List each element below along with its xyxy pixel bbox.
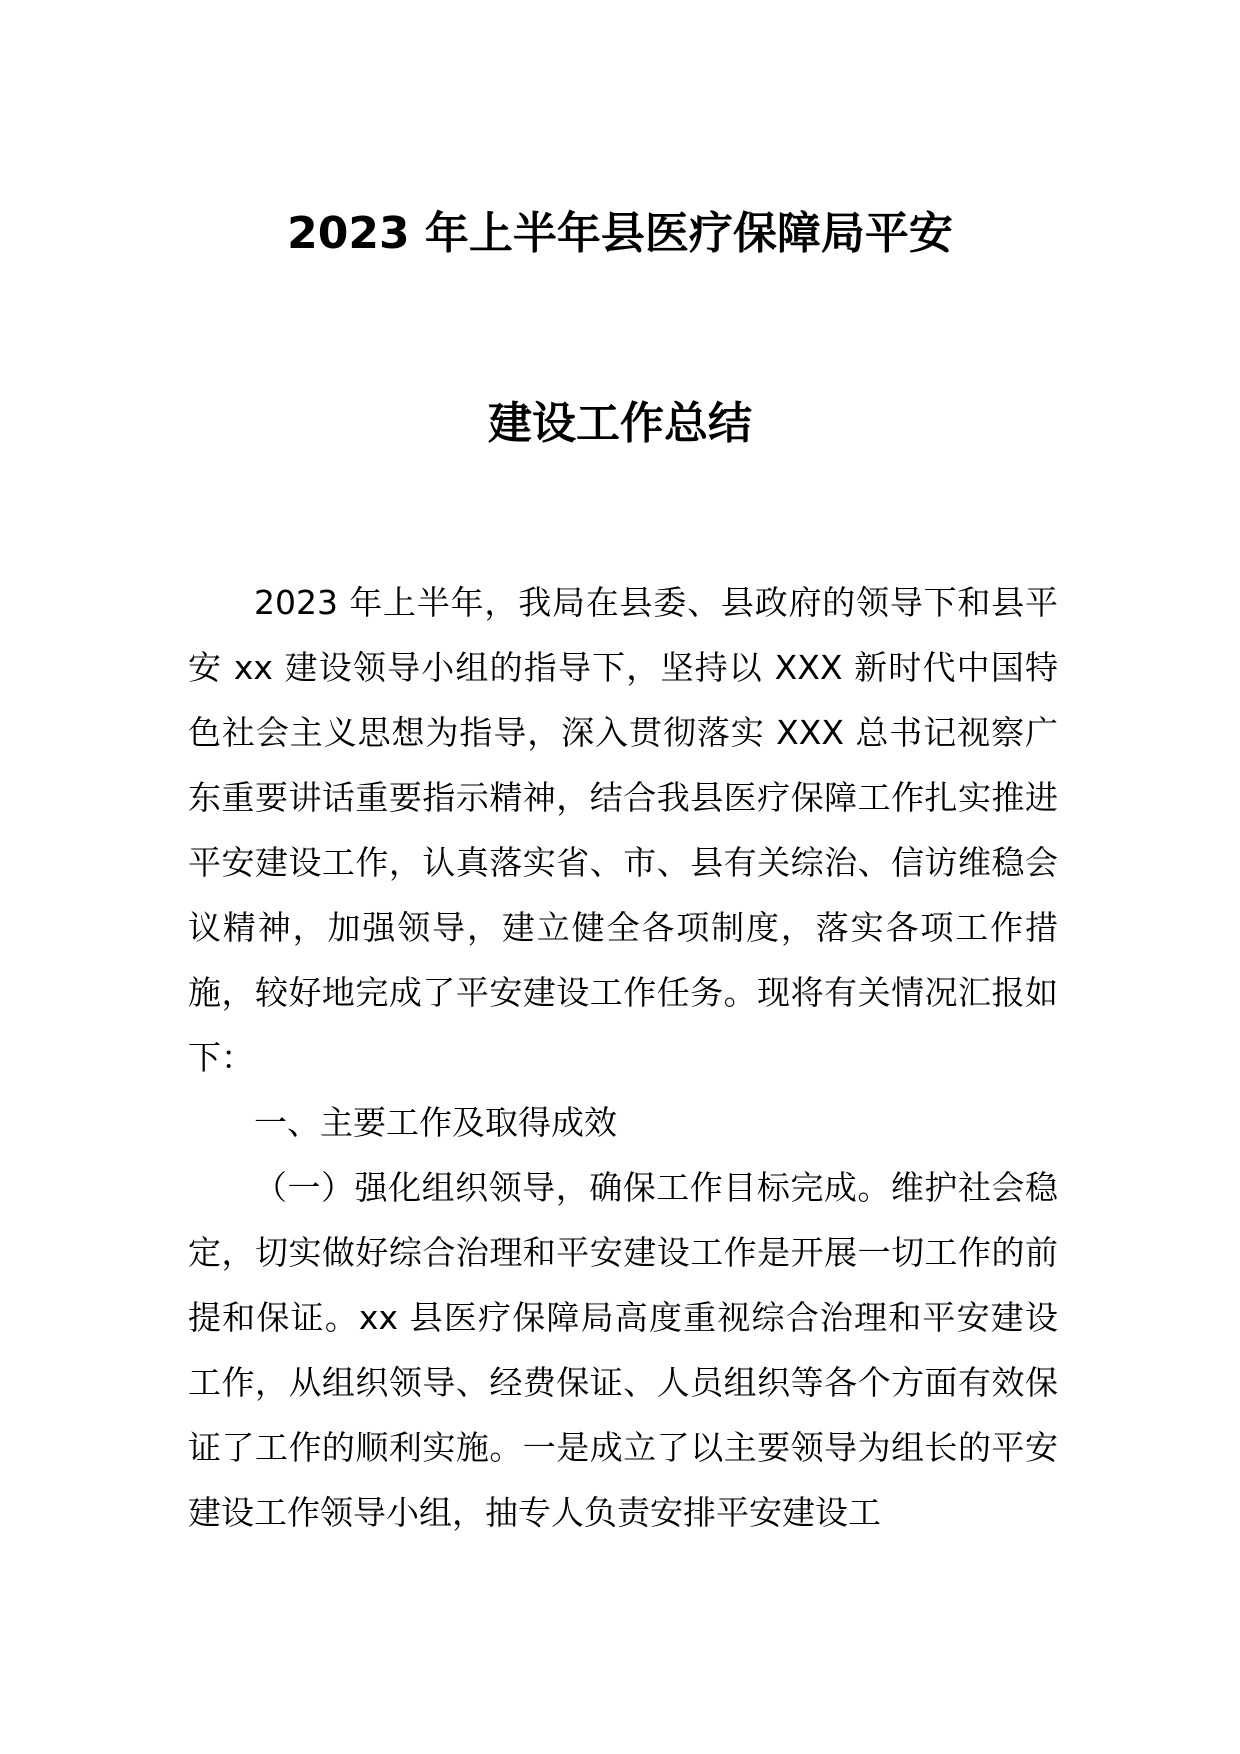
document-body (188, 570, 1058, 1545)
document-title-line-2: 建设工作总结 (488, 398, 752, 449)
subsection-paragraph-organization: （一）强化组织领导，确保工作目标完成。维护社会稳定，切实做好综合治理和平安建设工作是开展一切工作的前提和保证。xx 县医疗保障局高度重视综合治理和平安建设工作，从组织领导、经费保证、人员组织等各个方面有效保证了工作的顺利实施。一是成立了以主要领导为组长的平安建设工作领导小组，抽专人负责安排平安建设工 (188, 1168, 1058, 1532)
section-heading-main-work: 一、主要工作及取得成效 (254, 1103, 617, 1142)
intro-paragraph: 2023 年上半年，我局在县委、县政府的领导下和县平安 xx 建设领导小组的指导下，坚持以 XXX 新时代中国特色社会主义思想为指导，深入贯彻落实 XXX 总书记视察广东重要讲话重要指示精神，结合我县医疗保障工作扎实推进平安建设工作，认真落实省、市、县有关综治、信访维稳会议精神，加强领导，建立健全各项制度，落实各项工作措施，较好地完成了平安建设工作任务。现将有关情况汇报如下： (188, 583, 1058, 1077)
document-title-line-1: 2023 年上半年县医疗保障局平安 (287, 208, 953, 259)
